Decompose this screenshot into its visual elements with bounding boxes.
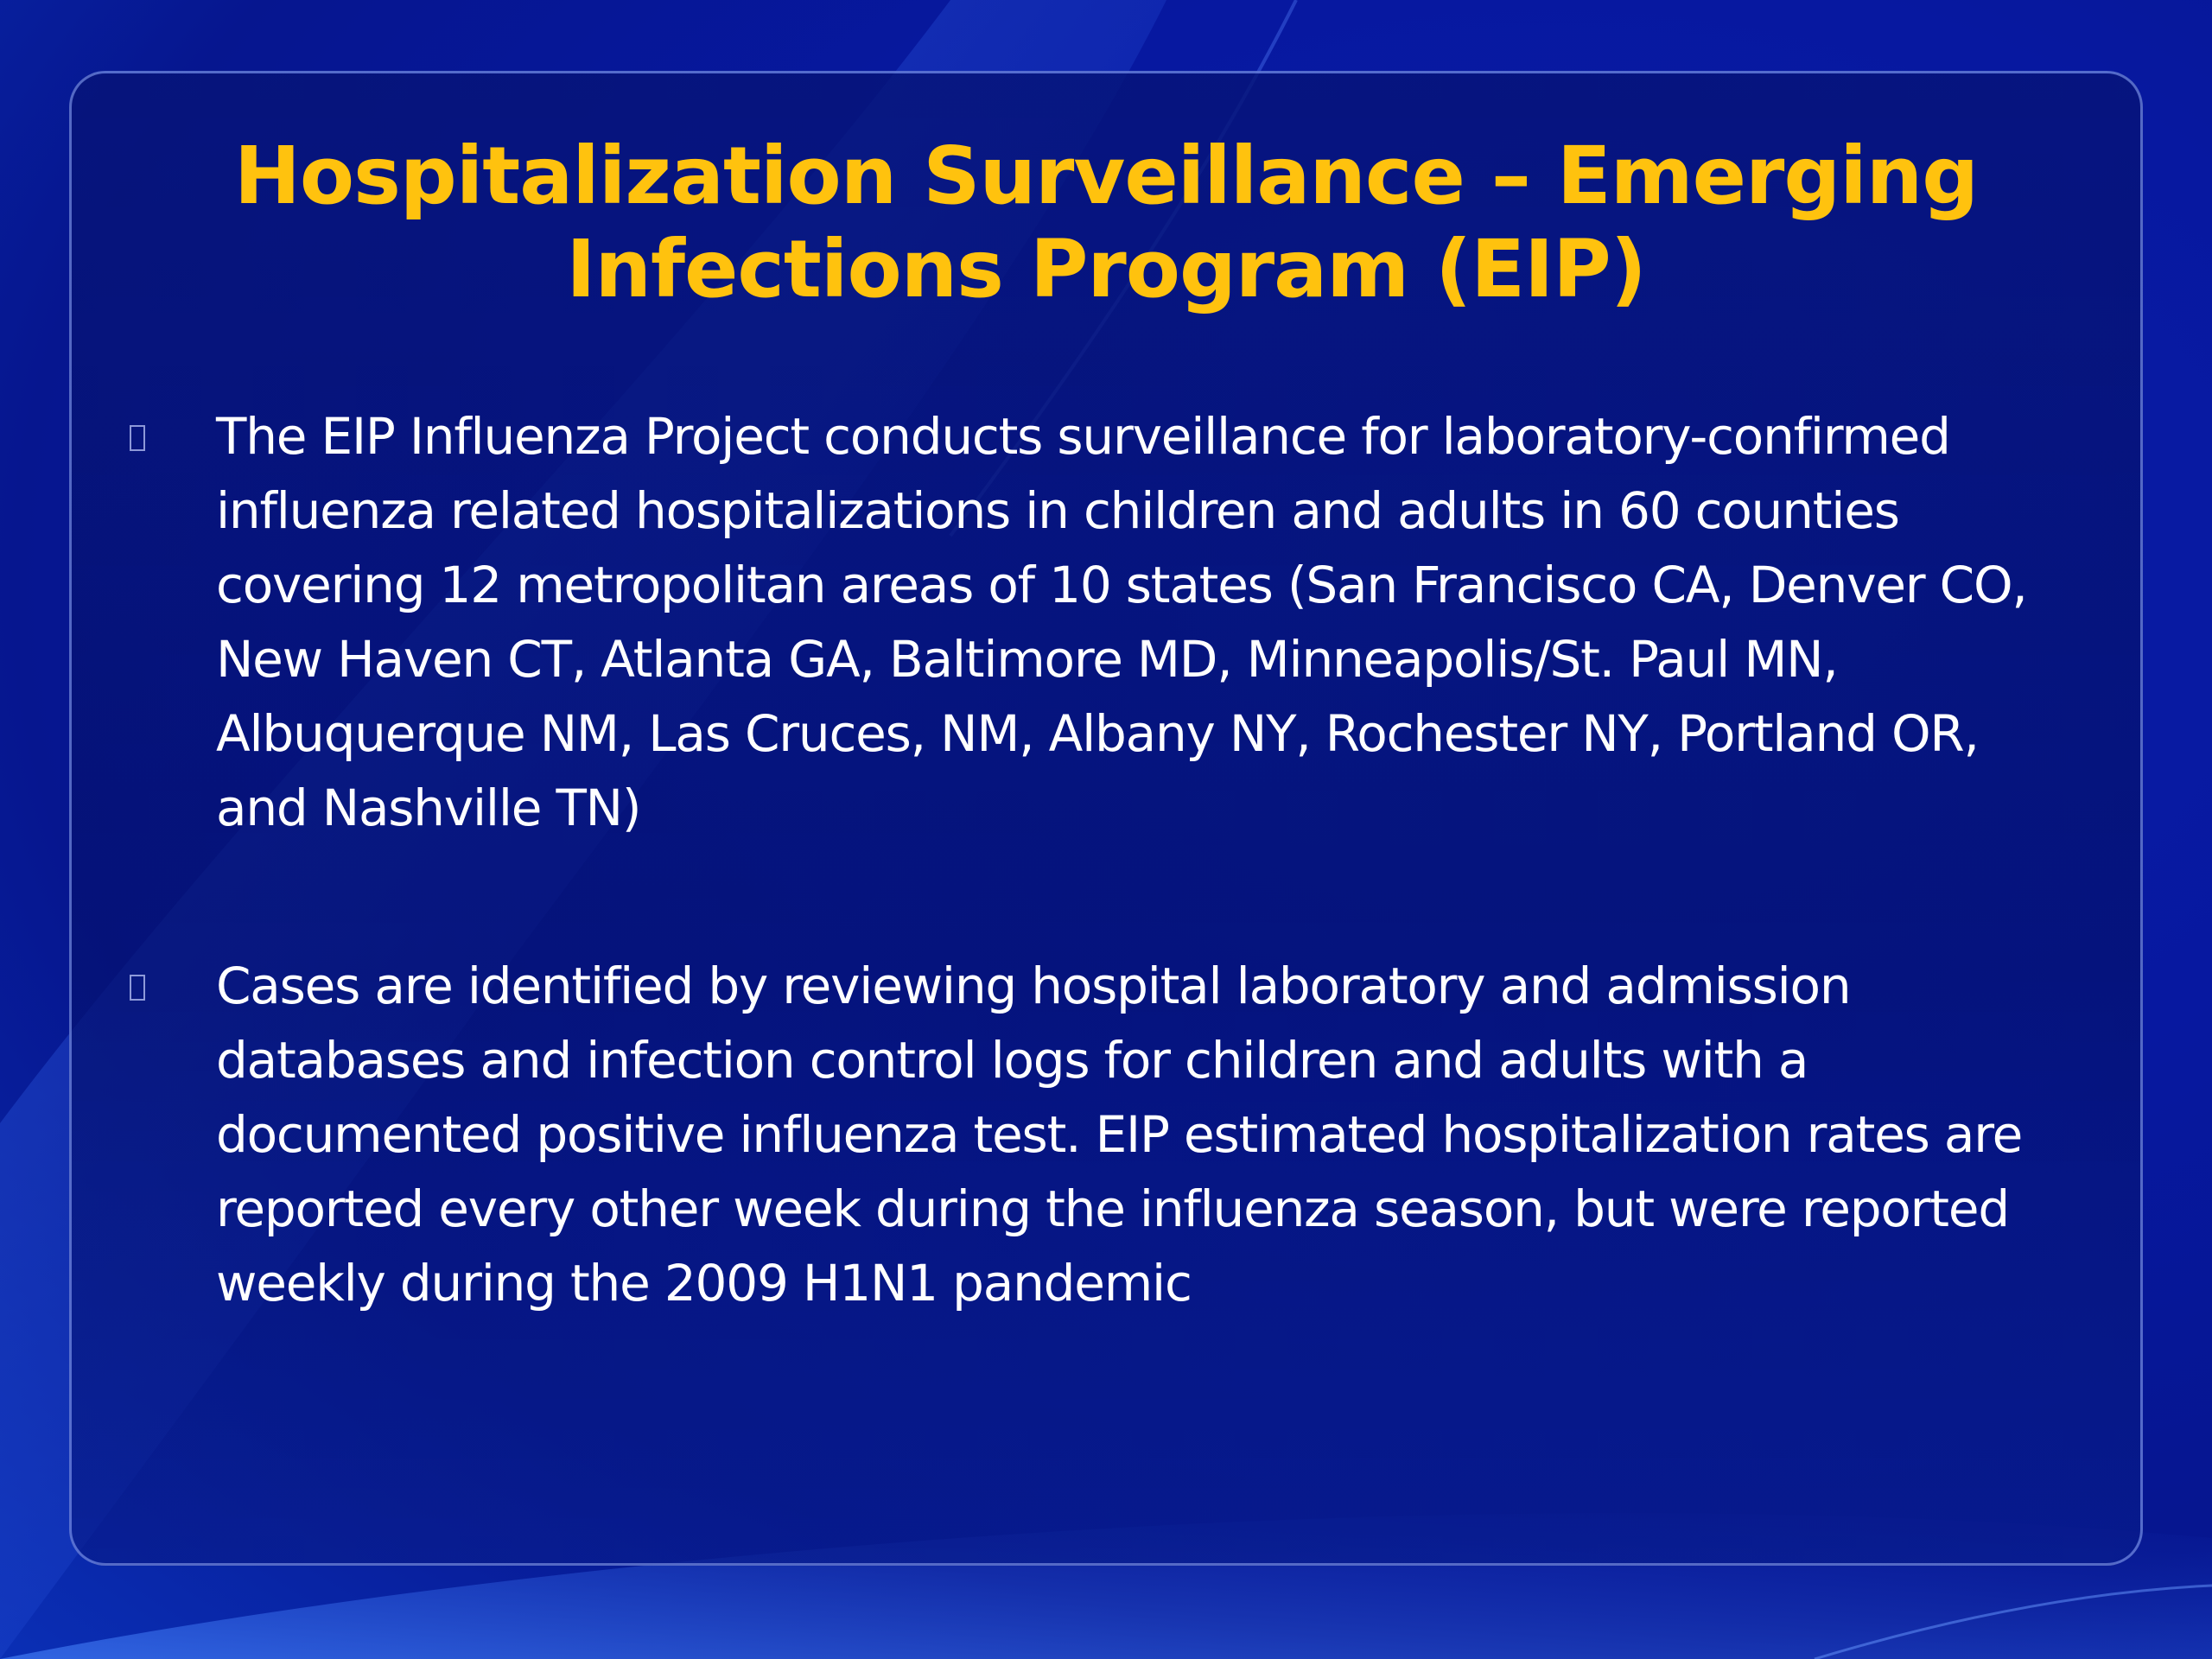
title-line-1: Hospitalization Surveillance – Emerging [233, 130, 1979, 222]
slide-title [104, 130, 2108, 316]
bullet-item [216, 399, 2082, 845]
title-line-2: Infections Program (EIP) [566, 223, 1646, 315]
bullet-marker-icon [130, 975, 145, 1001]
bullet-list [216, 399, 2082, 1320]
bullet-marker-icon [130, 425, 145, 451]
bullet-item [216, 949, 2082, 1320]
bullet-text: The EIP Influenza Project conducts surveillance for laboratory-confirmed influenza related hospitalizations in children and adults in 60 counties covering 12 metropolitan areas of 10 states (San Francisco CA, Denver CO, New Haven CT, Atlanta GA, Baltimore MD, Minneapolis/St. Paul MN, Albuquerque NM, Las Cruces, NM, Albany NY, Rochester NY, Portland OR, and Nashville TN) [216, 407, 2027, 837]
bullet-text: Cases are identified by reviewing hospital laboratory and admission databases and infection control logs for children and adults with a documented positive influenza test. EIP estimated hospitalization rates are reported every other week during the influenza season, but were reported weekly during the 2009 H1N1 pandemic [216, 957, 2023, 1313]
